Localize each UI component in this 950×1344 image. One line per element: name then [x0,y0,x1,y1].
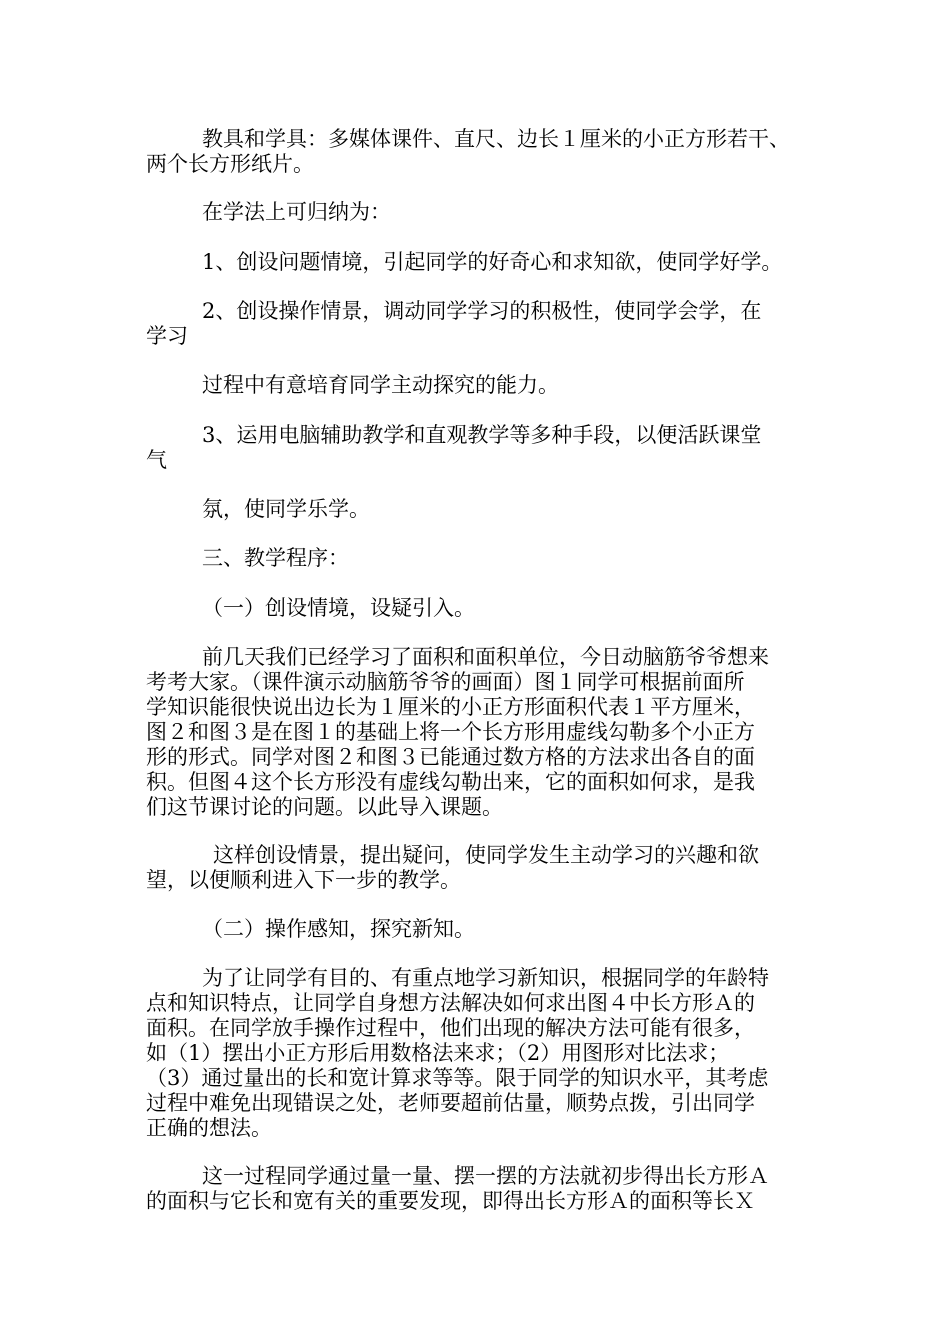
text-line: 们这节课讨论的问题。以此导入课题。 [146,795,503,819]
text-line: 前几天我们已经学习了面积和面积单位，今日动脑筋爷爷想来 [202,645,769,669]
text-line: 点和知识特点，让同学自身想方法解决如何求出图４中长方形Ａ的 [146,991,755,1015]
text-line: 这样创设情景，提出疑问，使同学发生主动学习的兴趣和欲 [213,843,759,867]
text-line: 氛，使同学乐学。 [202,497,370,521]
text-line: 3、运用电脑辅助教学和直观教学等多种手段，以便活跃课堂 [202,423,762,447]
text-line: 学知识能很快说出边长为１厘米的小正方形面积代表１平方厘米， [146,695,755,719]
text-line: 正确的想法。 [146,1116,272,1140]
text-line: 图２和图３是在图１的基础上将一个长方形用虚线勾勒多个小正方 [146,720,755,744]
text-line: 2、创设操作情景，调动同学学习的积极性，使同学会学，在 [202,299,762,323]
text-line: 的面积与它长和宽有关的重要发现，即得出长方形Ａ的面积等长Ｘ [146,1189,755,1213]
text-line: 为了让同学有目的、有重点地学习新知识，根据同学的年龄特 [202,966,769,990]
text-line: 过程中难免出现错误之处，老师要超前估量，顺势点拨，引出同学 [146,1091,755,1115]
text-line: 考考大家。（课件演示动脑筋爷爷的画面）图１同学可根据前面所 [146,670,745,694]
subsection-heading: （一）创设情境，设疑引入。 [202,596,475,620]
text-line: 望，以便顺利进入下一步的教学。 [146,868,461,892]
text-line: 两个长方形纸片。 [146,152,314,176]
text-line: 面积。在同学放手操作过程中，他们出现的解决方法可能有很多， [146,1016,755,1040]
text-line: 1、创设问题情境，引起同学的好奇心和求知欲，使同学好学。 [202,250,783,274]
text-line: （3）通过量出的长和宽计算求等等。限于同学的知识水平，其考虑 [146,1066,769,1090]
text-line: 这一过程同学通过量一量、摆一摆的方法就初步得出长方形Ａ [202,1164,769,1188]
text-line: 积。但图４这个长方形没有虚线勾勒出来，它的面积如何求，是我 [146,770,755,794]
section-heading: 三、教学程序： [202,546,349,570]
text-line: 过程中有意培育同学主动探究的能力。 [202,373,559,397]
text-line: 气 [146,448,167,472]
text-line: 学习 [146,324,188,348]
text-line: 形的形式。同学对图２和图３已能通过数方格的方法求出各自的面 [146,745,755,769]
text-line: 教具和学具：多媒体课件、直尺、边长１厘米的小正方形若干、 [202,127,790,151]
subsection-heading: （二）操作感知，探究新知。 [202,917,475,941]
text-line: 如（1）摆出小正方形后用数格法来求；（2）用图形对比法求； [146,1041,730,1065]
text-line: 在学法上可归纳为： [202,200,391,224]
